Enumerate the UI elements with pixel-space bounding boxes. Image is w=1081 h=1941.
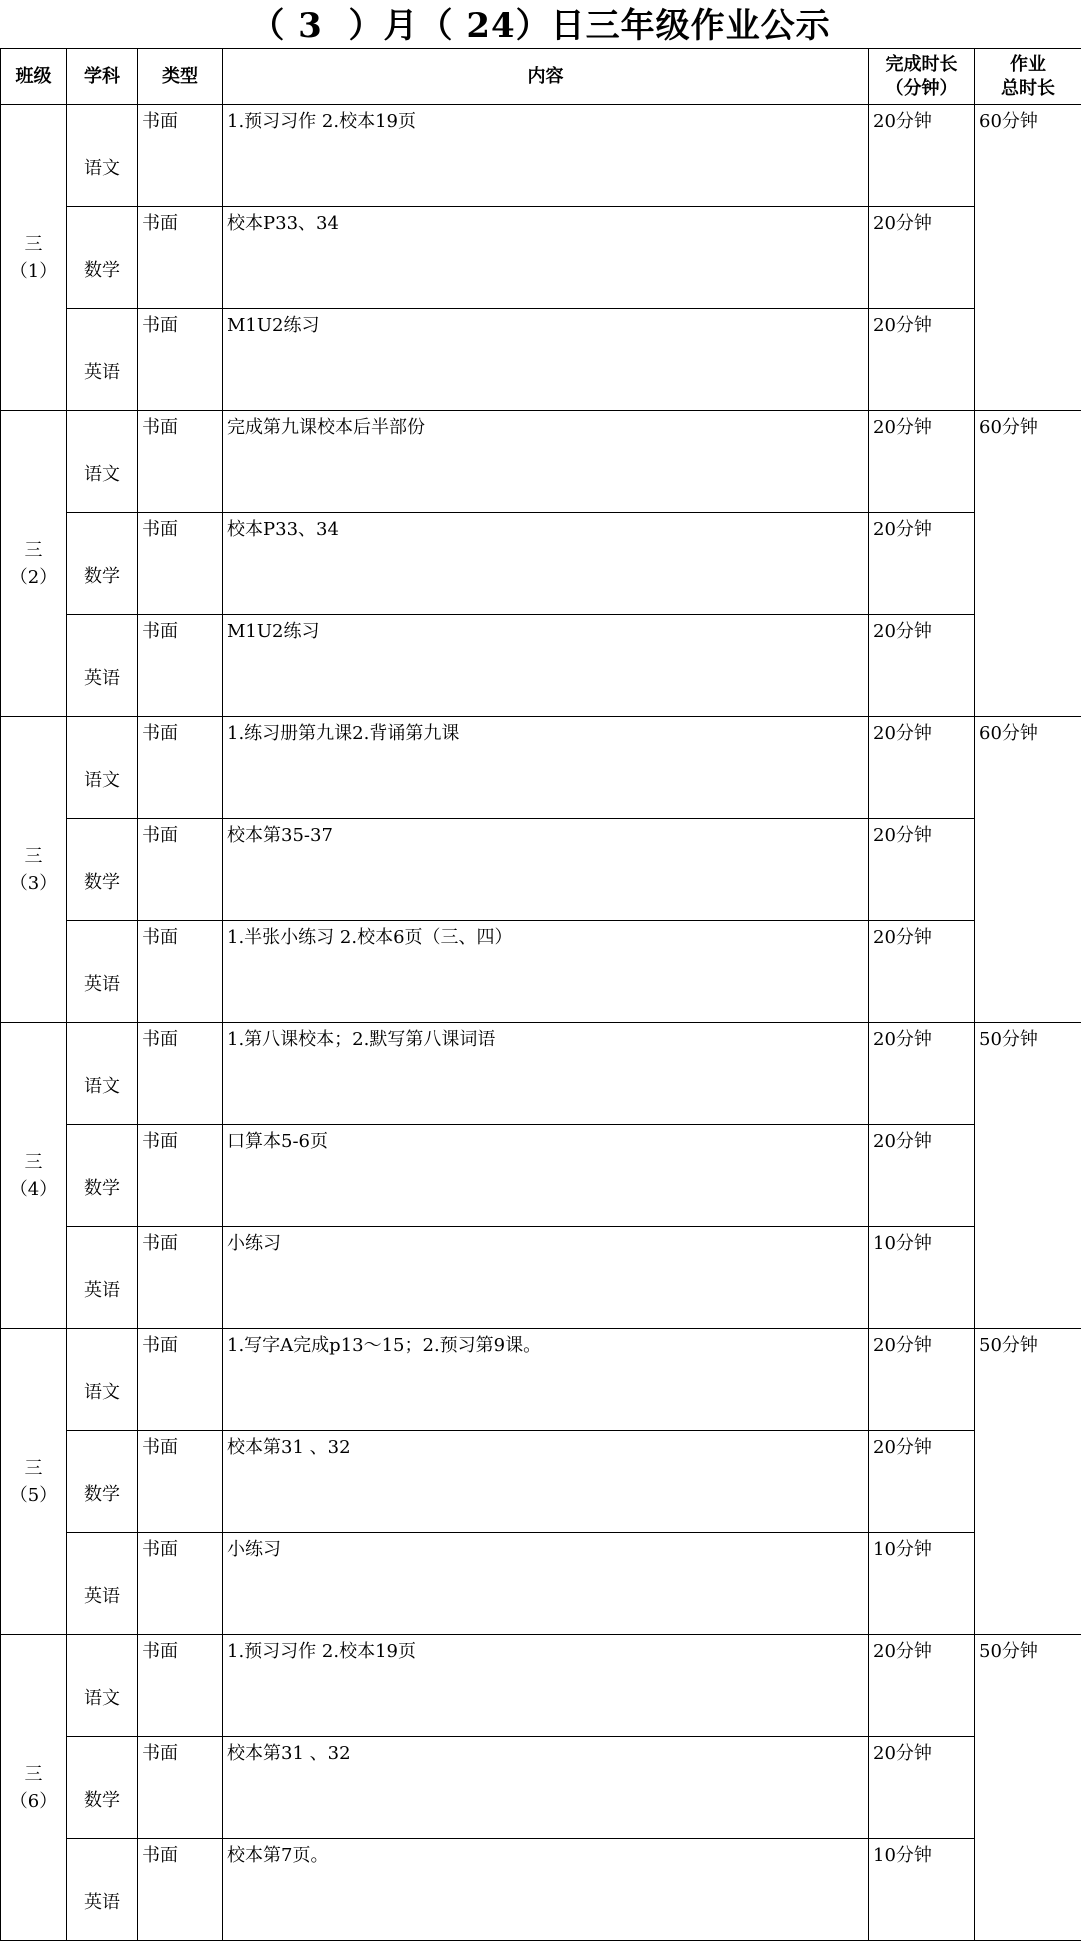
content-cell: 1.半张小练习 2.校本6页（三、四） [223, 921, 869, 1023]
content-cell: M1U2练习 [223, 615, 869, 717]
duration-cell: 20分钟 [869, 717, 975, 819]
class-cell [1, 1329, 67, 1635]
content-cell: 校本P33、34 [223, 207, 869, 309]
class-cell [1, 1023, 67, 1329]
header-row [1, 49, 1081, 105]
duration-cell: 20分钟 [869, 309, 975, 411]
table-row [1, 819, 1081, 921]
subject-cell: 数学 [67, 1125, 138, 1227]
header-type: 类型 [138, 49, 223, 105]
type-cell: 书面 [138, 615, 223, 717]
duration-cell: 20分钟 [869, 819, 975, 921]
type-cell: 书面 [138, 1533, 223, 1635]
table-row [1, 1533, 1081, 1635]
content-cell: 校本第31 、32 [223, 1431, 869, 1533]
class-grade: 三 [1, 231, 66, 258]
table-row [1, 1839, 1081, 1941]
class-cell [1, 411, 67, 717]
table-row [1, 1125, 1081, 1227]
type-cell: 书面 [138, 1635, 223, 1737]
table-row [1, 411, 1081, 513]
table-row [1, 309, 1081, 411]
duration-cell: 20分钟 [869, 207, 975, 309]
table-row [1, 1431, 1081, 1533]
class-cell [1, 105, 67, 411]
table-row [1, 1737, 1081, 1839]
type-cell: 书面 [138, 207, 223, 309]
subject-cell: 英语 [67, 921, 138, 1023]
total-cell: 50分钟 [975, 1023, 1081, 1329]
table-row [1, 1635, 1081, 1737]
duration-cell: 20分钟 [869, 1329, 975, 1431]
content-cell: 1.预习习作 2.校本19页 [223, 105, 869, 207]
total-cell: 60分钟 [975, 105, 1081, 411]
content-cell: 校本P33、34 [223, 513, 869, 615]
type-cell: 书面 [138, 1329, 223, 1431]
table-row [1, 615, 1081, 717]
class-grade: 三 [1, 1149, 66, 1176]
subject-cell: 英语 [67, 309, 138, 411]
content-cell: 1.练习册第九课2.背诵第九课 [223, 717, 869, 819]
subject-cell: 数学 [67, 207, 138, 309]
duration-cell: 10分钟 [869, 1533, 975, 1635]
header-total-line2: 总时长 [975, 77, 1081, 101]
total-cell: 60分钟 [975, 717, 1081, 1023]
table-row [1, 1329, 1081, 1431]
subject-cell: 语文 [67, 1635, 138, 1737]
total-cell: 50分钟 [975, 1329, 1081, 1635]
type-cell: 书面 [138, 1431, 223, 1533]
content-cell: 校本第31 、32 [223, 1737, 869, 1839]
header-total-line1: 作业 [975, 53, 1081, 77]
content-cell: 校本第7页。 [223, 1839, 869, 1941]
header-total [975, 49, 1081, 105]
table-row [1, 717, 1081, 819]
duration-cell: 20分钟 [869, 1023, 975, 1125]
class-grade: 三 [1, 537, 66, 564]
content-cell: M1U2练习 [223, 309, 869, 411]
duration-cell: 20分钟 [869, 105, 975, 207]
table-body [1, 105, 1081, 1941]
content-cell: 1.第八课校本；2.默写第八课词语 [223, 1023, 869, 1125]
table-row [1, 1023, 1081, 1125]
table-row [1, 207, 1081, 309]
class-number: （3） [1, 870, 66, 897]
content-cell: 口算本5-6页 [223, 1125, 869, 1227]
content-cell: 1.预习习作 2.校本19页 [223, 1635, 869, 1737]
class-grade: 三 [1, 1455, 66, 1482]
content-cell: 1.写字A完成p13～15；2.预习第9课。 [223, 1329, 869, 1431]
type-cell: 书面 [138, 921, 223, 1023]
subject-cell: 数学 [67, 1431, 138, 1533]
type-cell: 书面 [138, 819, 223, 921]
header-content: 内容 [223, 49, 869, 105]
class-number: （2） [1, 564, 66, 591]
subject-cell: 数学 [67, 1737, 138, 1839]
type-cell: 书面 [138, 717, 223, 819]
total-cell: 60分钟 [975, 411, 1081, 717]
content-cell: 小练习 [223, 1227, 869, 1329]
duration-cell: 20分钟 [869, 1737, 975, 1839]
duration-cell: 20分钟 [869, 1635, 975, 1737]
table-row [1, 105, 1081, 207]
subject-cell: 英语 [67, 1227, 138, 1329]
header-duration [869, 49, 975, 105]
subject-cell: 数学 [67, 513, 138, 615]
homework-table [0, 48, 1081, 1941]
duration-cell: 20分钟 [869, 615, 975, 717]
header-duration-line2: （分钟） [869, 77, 974, 101]
total-cell: 50分钟 [975, 1635, 1081, 1941]
duration-cell: 20分钟 [869, 1431, 975, 1533]
content-cell: 校本第35-37 [223, 819, 869, 921]
subject-cell: 语文 [67, 717, 138, 819]
type-cell: 书面 [138, 1125, 223, 1227]
class-grade: 三 [1, 843, 66, 870]
subject-cell: 数学 [67, 819, 138, 921]
type-cell: 书面 [138, 513, 223, 615]
table-row [1, 513, 1081, 615]
type-cell: 书面 [138, 105, 223, 207]
table-row [1, 1227, 1081, 1329]
type-cell: 书面 [138, 1839, 223, 1941]
duration-cell: 10分钟 [869, 1839, 975, 1941]
header-duration-line1: 完成时长 [869, 53, 974, 77]
type-cell: 书面 [138, 309, 223, 411]
type-cell: 书面 [138, 1227, 223, 1329]
duration-cell: 20分钟 [869, 513, 975, 615]
subject-cell: 英语 [67, 1839, 138, 1941]
duration-cell: 20分钟 [869, 1125, 975, 1227]
content-cell: 小练习 [223, 1533, 869, 1635]
class-number: （1） [1, 258, 66, 285]
class-cell [1, 1635, 67, 1941]
class-number: （6） [1, 1788, 66, 1815]
subject-cell: 英语 [67, 1533, 138, 1635]
subject-cell: 英语 [67, 615, 138, 717]
subject-cell: 语文 [67, 1023, 138, 1125]
subject-cell: 语文 [67, 411, 138, 513]
duration-cell: 20分钟 [869, 411, 975, 513]
duration-cell: 10分钟 [869, 1227, 975, 1329]
subject-cell: 语文 [67, 105, 138, 207]
header-subject: 学科 [67, 49, 138, 105]
duration-cell: 20分钟 [869, 921, 975, 1023]
content-cell: 完成第九课校本后半部份 [223, 411, 869, 513]
type-cell: 书面 [138, 1023, 223, 1125]
type-cell: 书面 [138, 411, 223, 513]
header-class: 班级 [1, 49, 67, 105]
class-cell [1, 717, 67, 1023]
subject-cell: 语文 [67, 1329, 138, 1431]
class-number: （4） [1, 1176, 66, 1203]
table-row [1, 921, 1081, 1023]
class-number: （5） [1, 1482, 66, 1509]
class-grade: 三 [1, 1761, 66, 1788]
page-title: （ 3 ）月（ 24）日三年级作业公示 [0, 0, 1081, 48]
type-cell: 书面 [138, 1737, 223, 1839]
